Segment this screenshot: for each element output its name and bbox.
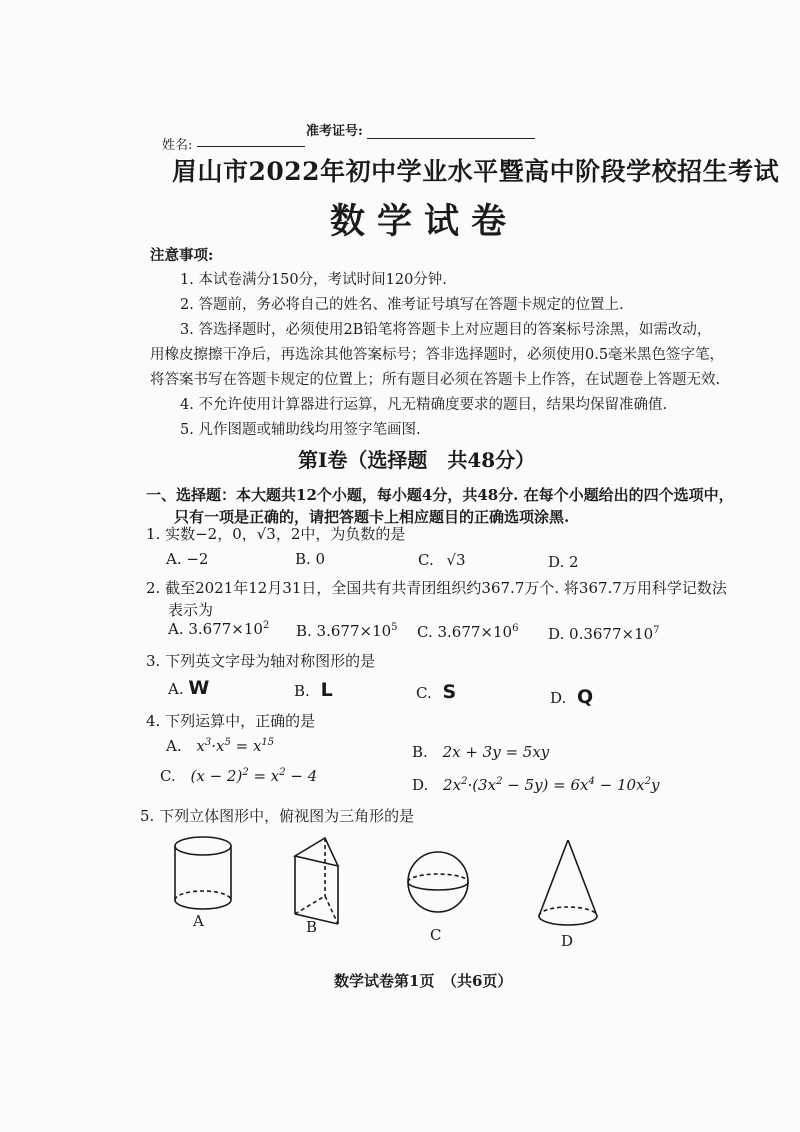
- q4-option-b-label: B.: [412, 743, 428, 761]
- paper-subtitle: 数学试卷: [330, 201, 519, 242]
- figure-label-b: B: [306, 918, 318, 936]
- q1-option-d: D. 2: [548, 553, 579, 571]
- q2-option-b-text: B. 3.677×10: [296, 622, 392, 640]
- figure-label-d: D: [561, 932, 574, 950]
- q2-option-c: [417, 623, 518, 641]
- q2-option-d-text: D. 0.3677×10: [548, 625, 654, 643]
- sphere-figure: [408, 852, 468, 912]
- q3-option-a: [168, 677, 209, 699]
- question-1-stem: [146, 523, 405, 544]
- q4-option-b-expr: 2x + 3y = 5xy: [442, 743, 550, 761]
- question-2-stem-line-2: 表示为: [168, 601, 214, 619]
- note-line-1: 1. 本试卷满分150分，考试时间120分钟.: [180, 272, 447, 288]
- question-2-stem-line-1: 2. 截至2021年12月31日，全国共有共青团组织约367.7万个. 将367.7万用科学记数法: [146, 579, 727, 597]
- q1-option-c-value: √3: [446, 551, 466, 569]
- q1-stem-part-b: ，2中，为负数的是: [275, 525, 406, 543]
- cone-figure: [539, 840, 597, 925]
- instructions-line-1: 一、选择题：本大题共12个小题，每小题4分，共48分. 在每个小题给出的四个选项中，: [146, 486, 734, 504]
- q2-option-a-exp: 2: [262, 620, 270, 631]
- q1-option-c-label: C.: [418, 551, 434, 569]
- q2-option-b: [296, 622, 398, 640]
- instructions-line-2: 只有一项是正确的，请把答题卡上相应题目的正确选项涂黑.: [174, 508, 570, 526]
- note-line-3: 3. 答选择题时，必须使用2B铅笔将答题卡上对应题目的答案标号涂黑，如需改动，: [180, 322, 712, 338]
- q4-option-c-expr: $(x - 2)^2 = x^2 - 4$: [190, 767, 318, 785]
- q1-option-c: [418, 551, 466, 569]
- note-line-4: 4. 不允许使用计算器进行运算，凡无精确度要求的题目，结果均保留准确值.: [180, 397, 668, 413]
- q4-option-d: [412, 776, 659, 794]
- figure-label-c: C: [430, 926, 442, 944]
- notes-heading: 注意事项:: [150, 247, 214, 264]
- name-blank: [197, 146, 305, 147]
- q3-option-b-label: B.: [294, 682, 310, 700]
- exam-title: 眉山市2022年初中学业水平暨高中阶段学校招生考试: [172, 157, 780, 186]
- q3-option-b: [294, 679, 333, 701]
- q1-stem-sqrt: √3: [256, 525, 276, 543]
- q3-option-d: [550, 686, 593, 708]
- q5-figures: [140, 828, 620, 938]
- q2-option-d: [548, 625, 660, 643]
- q2-option-b-exp: 5: [391, 622, 398, 633]
- triangular-prism-figure: [295, 838, 338, 924]
- cylinder-figure: [175, 837, 231, 909]
- q3-option-d-label: D.: [550, 689, 567, 707]
- q3-option-c-label: C.: [416, 684, 432, 702]
- q2-option-a: [168, 620, 269, 638]
- q2-option-c-exp: 6: [512, 623, 519, 634]
- q3-option-b-letter: L: [320, 679, 333, 701]
- exam-id-field: [306, 120, 535, 139]
- section-title: 第Ⅰ卷（选择题 共48分）: [298, 448, 536, 472]
- q4-option-a: [166, 737, 274, 755]
- q2-option-d-exp: 7: [653, 625, 660, 636]
- exam-id-label: 准考证号:: [306, 124, 363, 139]
- q4-option-a-label: A.: [166, 737, 182, 755]
- q1-option-b: B. 0: [295, 550, 326, 568]
- q4-option-c: [160, 767, 317, 785]
- figure-label-a: A: [193, 912, 204, 930]
- q4-option-c-label: C.: [160, 767, 176, 785]
- q4-option-b: [412, 743, 549, 761]
- question-3-stem: 3. 下列英文字母为轴对称图形的是: [146, 652, 376, 670]
- q4-option-d-label: D.: [412, 776, 429, 794]
- note-line-3c: 将答案书写在答题卡规定的位置上；所有题目必须在答题卡上作答，在试题卷上答题无效.: [150, 372, 721, 388]
- question-4-stem: 4. 下列运算中，正确的是: [146, 712, 316, 730]
- note-line-3b: 用橡皮擦擦干净后，再选涂其他答案标号；答非选择题时，必须使用0.5毫米黑色签字笔，: [150, 347, 725, 363]
- q1-stem-part-a: 1. 实数−2，0，: [146, 525, 257, 543]
- note-line-5: 5. 凡作图题或辅助线均用签字笔画图.: [180, 422, 421, 438]
- exam-id-blank: [367, 138, 535, 139]
- q3-option-a-label: A.: [168, 680, 184, 698]
- q3-option-c: [416, 681, 456, 703]
- q1-option-a: A. −2: [166, 550, 209, 568]
- q3-option-a-letter: W: [188, 677, 210, 699]
- name-label: 姓名:: [162, 138, 193, 153]
- q4-option-d-expr: $2x^2\cdot(3x^2 - 5y) = 6x^4 - 10x^2y$: [443, 776, 660, 794]
- page-footer: 数学试卷第1页 （共6页）: [334, 972, 513, 990]
- q4-option-a-expr: $x^3\cdot x^5 = x^{15}$: [196, 737, 275, 755]
- question-5-stem: 5. 下列立体图形中，俯视图为三角形的是: [140, 807, 415, 825]
- name-field: [162, 128, 305, 153]
- q3-option-c-letter: S: [442, 681, 457, 703]
- note-line-2: 2. 答题前，务必将自己的姓名、准考证号填写在答题卡规定的位置上.: [180, 297, 624, 313]
- q3-option-d-letter: Q: [577, 686, 594, 708]
- q2-option-a-text: A. 3.677×10: [168, 620, 263, 638]
- q2-option-c-text: C. 3.677×10: [417, 623, 513, 641]
